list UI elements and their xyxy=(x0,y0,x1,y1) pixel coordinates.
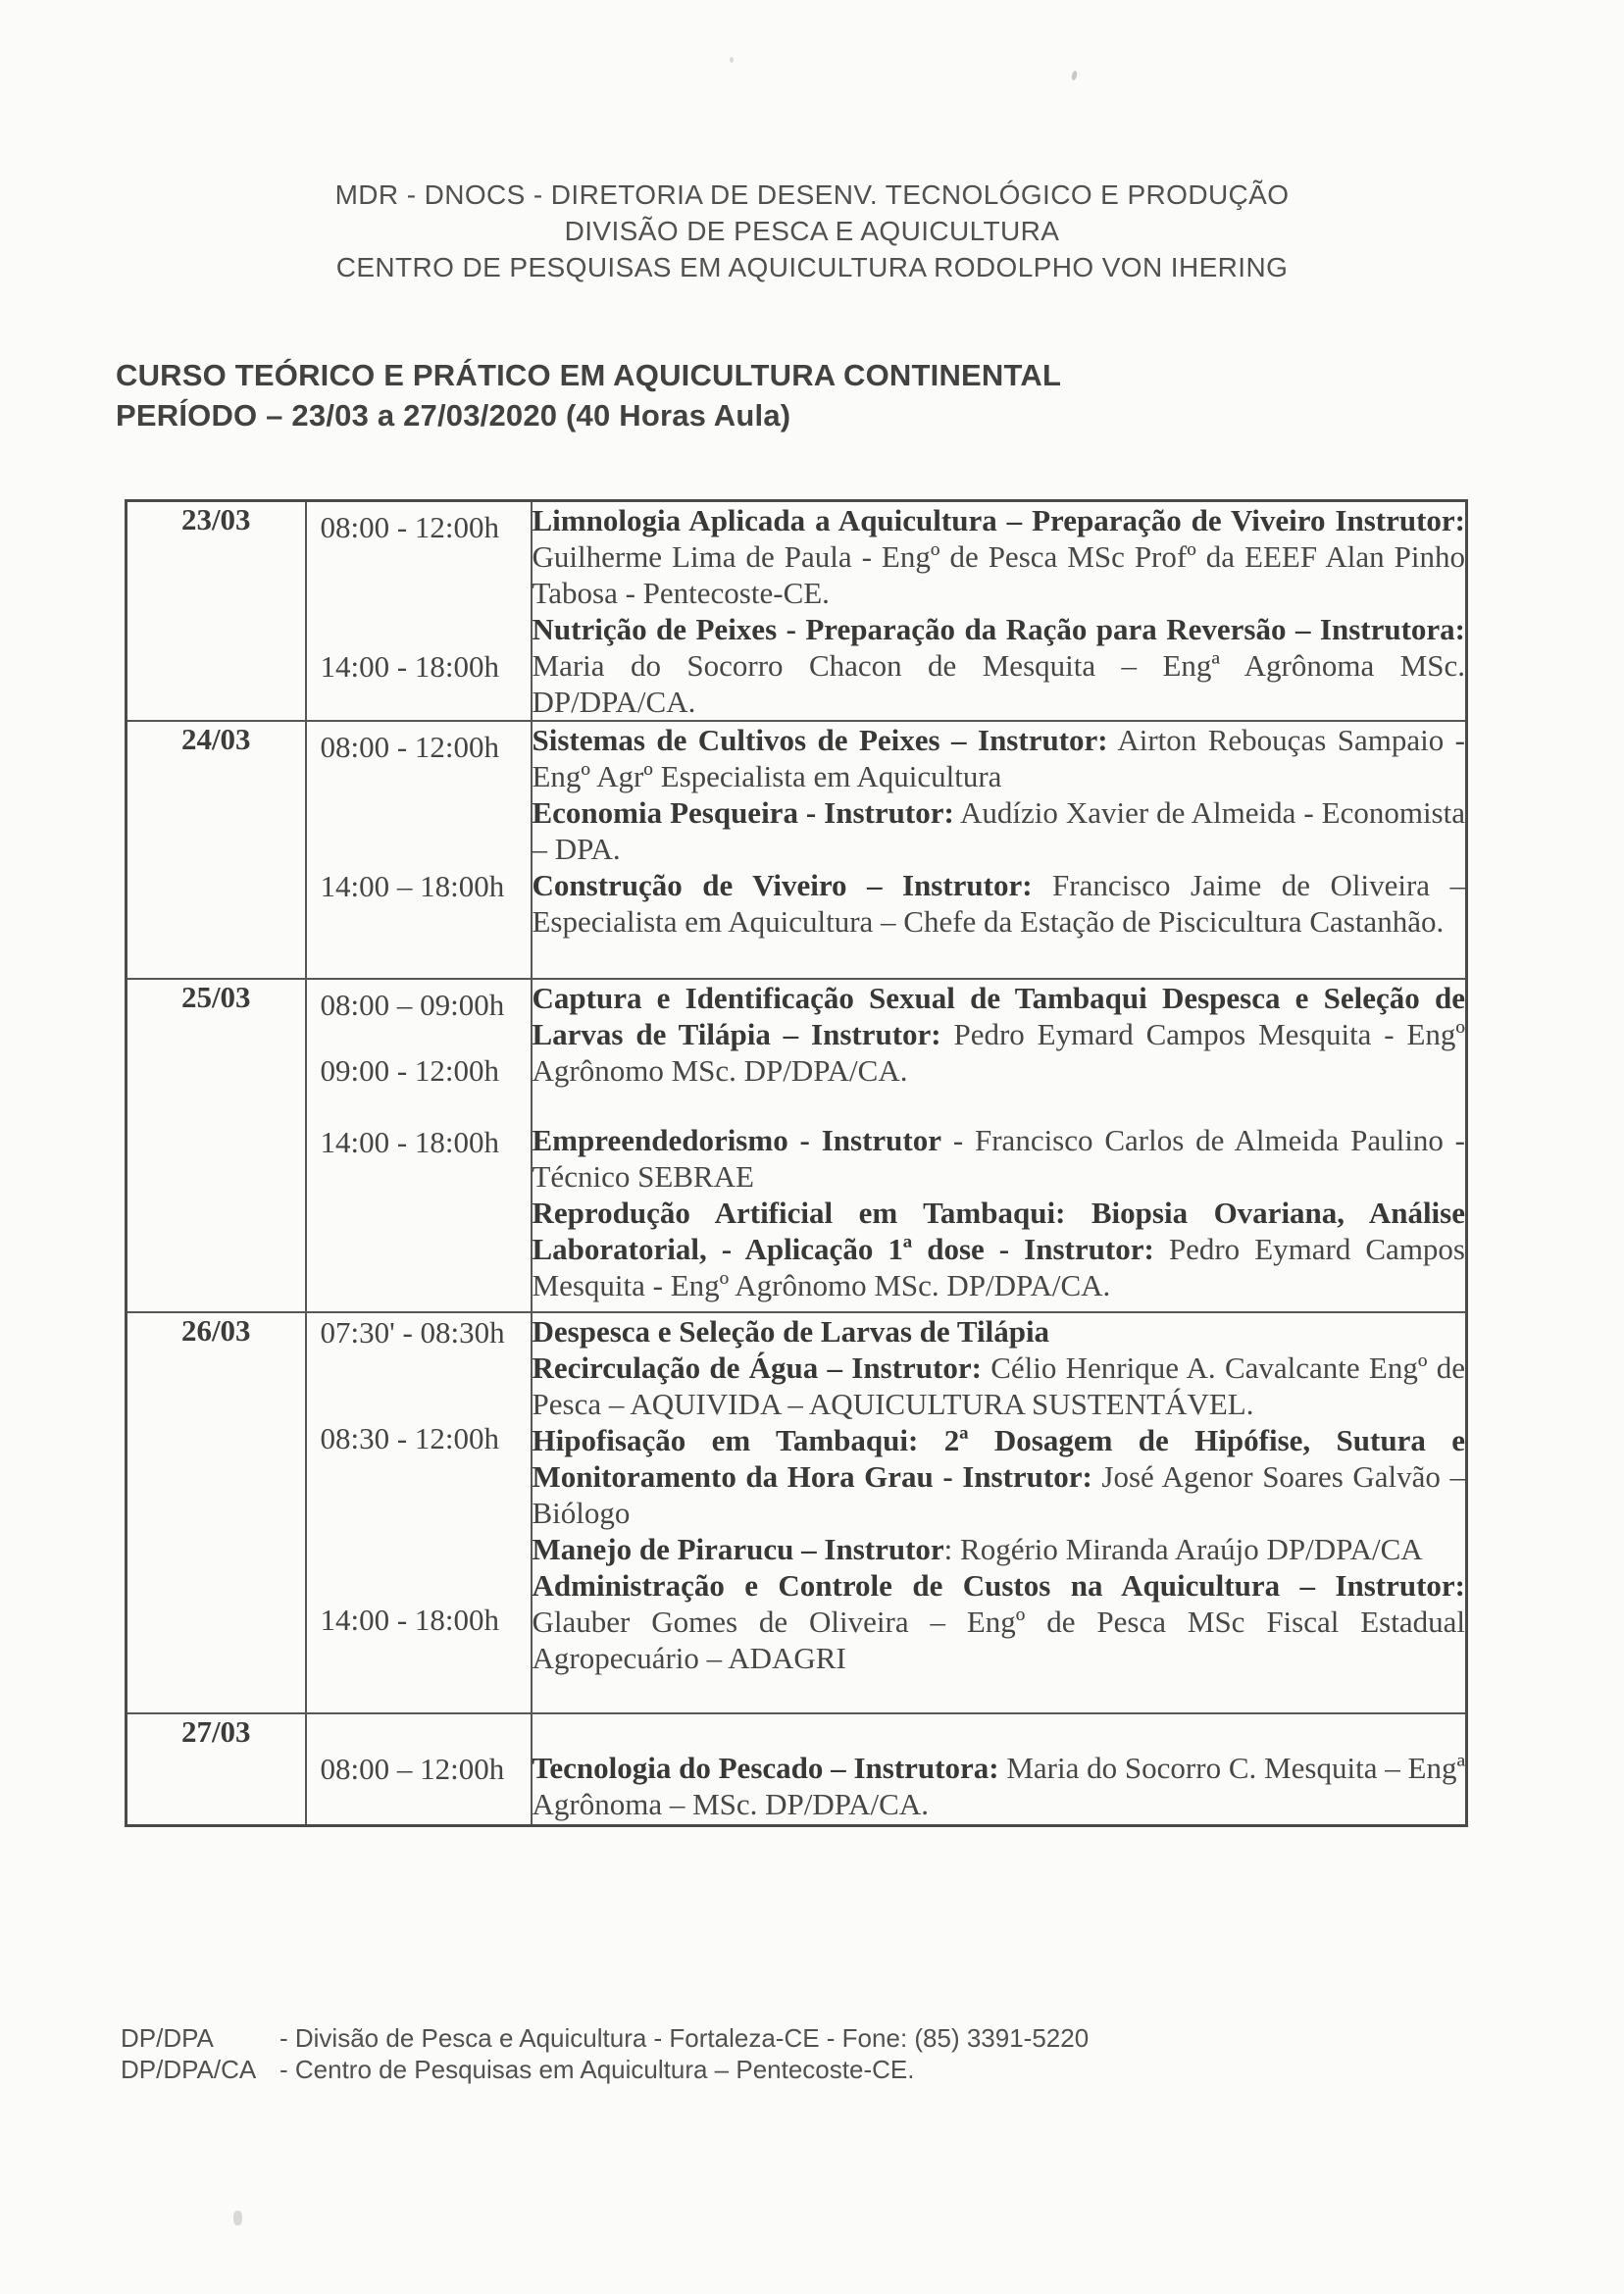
date-cell: 25/03 xyxy=(127,979,306,1312)
org-header-line3: CENTRO DE PESQUISAS EM AQUICULTURA RODOLPHO VON IHERING xyxy=(335,252,1289,282)
course-entry xyxy=(533,794,1466,867)
time-slot: 14:00 - 18:00h xyxy=(320,1125,500,1159)
course-detail: Pedro Eymard Campos Mesquita - Engº Agrônomo MSc. DP/DPA/CA. xyxy=(532,1232,1465,1302)
document-title xyxy=(116,355,1061,435)
time-slot: 08:30 - 12:00h xyxy=(320,1421,500,1455)
course-title-bold: Tecnologia do Pescado – Instrutora: xyxy=(532,1751,999,1785)
table-row xyxy=(127,979,1467,1312)
course-title-bold: Nutrição de Peixes - Preparação da Ração para Reversão – Instrutora: xyxy=(532,612,1465,646)
course-detail: Airton Rebouças Sampaio - Engº Agrº Especialista em Aquicultura xyxy=(532,723,1465,793)
document-title-line1: CURSO TEÓRICO E PRÁTICO EM AQUICULTURA CONTINENTAL xyxy=(116,358,1062,392)
course-title-bold: Captura e Identificação Sexual de Tambaqui Despesca e Seleção de Larvas de Tilápia – Instrutor: xyxy=(532,981,1465,1051)
footer-line xyxy=(121,2022,1089,2054)
course-entry xyxy=(533,867,1466,940)
table-row xyxy=(127,1312,1467,1713)
course-detail: Glauber Gomes de Oliveira – Engº de Pesca MSc Fiscal Estadual Agropecuário – ADAGRI xyxy=(532,1605,1465,1675)
table-row xyxy=(127,1713,1467,1825)
time-slot: 07:30' - 08:30h xyxy=(320,1315,505,1350)
date-cell: 26/03 xyxy=(127,1312,306,1713)
course-detail: - Francisco Carlos de Almeida Paulino - Técnico SEBRAE xyxy=(532,1123,1465,1194)
content-cell xyxy=(532,721,1467,979)
time-cell xyxy=(306,1312,532,1713)
course-entry xyxy=(533,1350,1466,1422)
course-detail: Audízio Xavier de Almeida - Economista – DPA. xyxy=(532,795,1465,866)
course-detail: José Agenor Soares Galvão – Biólogo xyxy=(532,1459,1465,1530)
content-cell xyxy=(532,1713,1467,1825)
course-title-bold: Empreendedorismo - Instrutor xyxy=(532,1123,941,1157)
table-row xyxy=(127,501,1467,722)
course-detail: Maria do Socorro Chacon de Mesquita – Engª Agrônoma MSc. DP/DPA/CA. xyxy=(532,648,1465,719)
time-slot: 14:00 - 18:00h xyxy=(320,1603,500,1637)
organization-header xyxy=(0,177,1624,285)
date-cell: 24/03 xyxy=(127,721,306,979)
time-slot: 08:00 - 12:00h xyxy=(320,510,500,544)
footer-abbrev: DP/DPA/CA xyxy=(121,2055,257,2084)
course-title-bold: Recirculação de Água – Instrutor: xyxy=(532,1351,982,1385)
time-slot: 09:00 - 12:00h xyxy=(320,1053,500,1088)
course-title-bold: Despesca e Seleção de Larvas de Tilápia xyxy=(532,1314,1050,1349)
time-slot: 08:00 - 12:00h xyxy=(320,730,500,764)
document-title-line2: PERÍODO – 23/03 a 27/03/2020 (40 Horas Aula) xyxy=(116,398,791,433)
course-detail: Maria do Socorro C. Mesquita – Engª Agrônoma – MSc. DP/DPA/CA. xyxy=(532,1751,1466,1821)
org-header-line2: DIVISÃO DE PESCA E AQUICULTURA xyxy=(564,216,1060,246)
course-title-bold: Construção de Viveiro – Instrutor: xyxy=(532,868,1033,902)
org-header-line1: MDR - DNOCS - DIRETORIA DE DESENV. TECNOLÓGICO E PRODUÇÃO xyxy=(334,179,1290,210)
scan-artifact xyxy=(233,2211,242,2225)
course-title-bold: Limnologia Aplicada a Aquicultura – Preparação de Viveiro Instrutor: xyxy=(532,503,1465,537)
course-title-bold: Economia Pesqueira - Instrutor: xyxy=(532,795,954,830)
course-detail: Célio Henrique A. Cavalcante Engº de Pesca – AQUIVIDA – AQUICULTURA SUSTENTÁVEL. xyxy=(532,1351,1465,1421)
course-entry xyxy=(533,502,1466,611)
course-detail: Francisco Jaime de Oliveira – Especialista em Aquicultura – Chefe da Estação de Piscicultura Castanhão. xyxy=(532,868,1465,939)
course-entry xyxy=(533,1122,1466,1195)
time-cell xyxy=(306,979,532,1312)
course-entry xyxy=(533,1195,1466,1303)
time-slot: 14:00 - 18:00h xyxy=(320,649,500,684)
time-cell xyxy=(306,1713,532,1825)
course-title-bold: Hipofisação em Tambaqui: 2ª Dosagem de Hipófise, Sutura e Monitoramento da Hora Grau - Instrutor: xyxy=(532,1423,1465,1494)
content-cell xyxy=(532,1312,1467,1713)
table-row xyxy=(127,721,1467,979)
footer-text: - Divisão de Pesca e Aquicultura - Fortaleza-CE - Fone: (85) 3391-5220 xyxy=(279,2023,1090,2053)
course-title-bold: Manejo de Pirarucu – Instrutor xyxy=(532,1532,944,1566)
document-footer xyxy=(121,2022,1089,2085)
content-cell xyxy=(532,979,1467,1312)
course-detail: Guilherme Lima de Paula - Engº de Pesca MSc Profº da EEEF Alan Pinho Tabosa - Pentecoste-CE. xyxy=(532,539,1465,610)
date-cell: 27/03 xyxy=(127,1713,306,1825)
scan-artifact xyxy=(730,57,734,63)
course-entry xyxy=(533,722,1466,794)
course-detail: : Rogério Miranda Araújo DP/DPA/CA xyxy=(943,1532,1423,1566)
content-cell xyxy=(532,501,1467,722)
course-entry xyxy=(533,1750,1466,1822)
course-entry xyxy=(533,980,1466,1089)
time-slot: 08:00 – 12:00h xyxy=(320,1752,505,1786)
course-entry xyxy=(533,1313,1466,1350)
date-cell: 23/03 xyxy=(127,501,306,722)
course-title-bold: Reprodução Artificial em Tambaqui: Biopsia Ovariana, Análise Laboratorial, - Aplicação 1ª dose - Instrutor: xyxy=(532,1196,1465,1266)
course-title-bold: Administração e Controle de Custos na Aquicultura – Instrutor: xyxy=(532,1568,1465,1603)
footer-line xyxy=(121,2054,1089,2085)
footer-text: - Centro de Pesquisas em Aquicultura – Pentecoste-CE. xyxy=(279,2055,915,2084)
footer-abbrev: DP/DPA xyxy=(121,2023,214,2053)
course-entry xyxy=(533,1567,1466,1676)
schedule-table xyxy=(125,499,1468,1827)
course-entry xyxy=(533,611,1466,720)
course-entry xyxy=(533,1422,1466,1531)
course-title-bold: Sistemas de Cultivos de Peixes – Instrutor: xyxy=(532,723,1108,757)
course-detail: Pedro Eymard Campos Mesquita - Engº Agrônomo MSc. DP/DPA/CA. xyxy=(532,1017,1466,1088)
time-cell xyxy=(306,501,532,722)
course-entry xyxy=(533,1531,1466,1567)
time-cell xyxy=(306,721,532,979)
time-slot: 14:00 – 18:00h xyxy=(320,869,505,903)
scan-artifact xyxy=(1071,71,1078,81)
time-slot: 08:00 – 09:00h xyxy=(320,988,505,1022)
